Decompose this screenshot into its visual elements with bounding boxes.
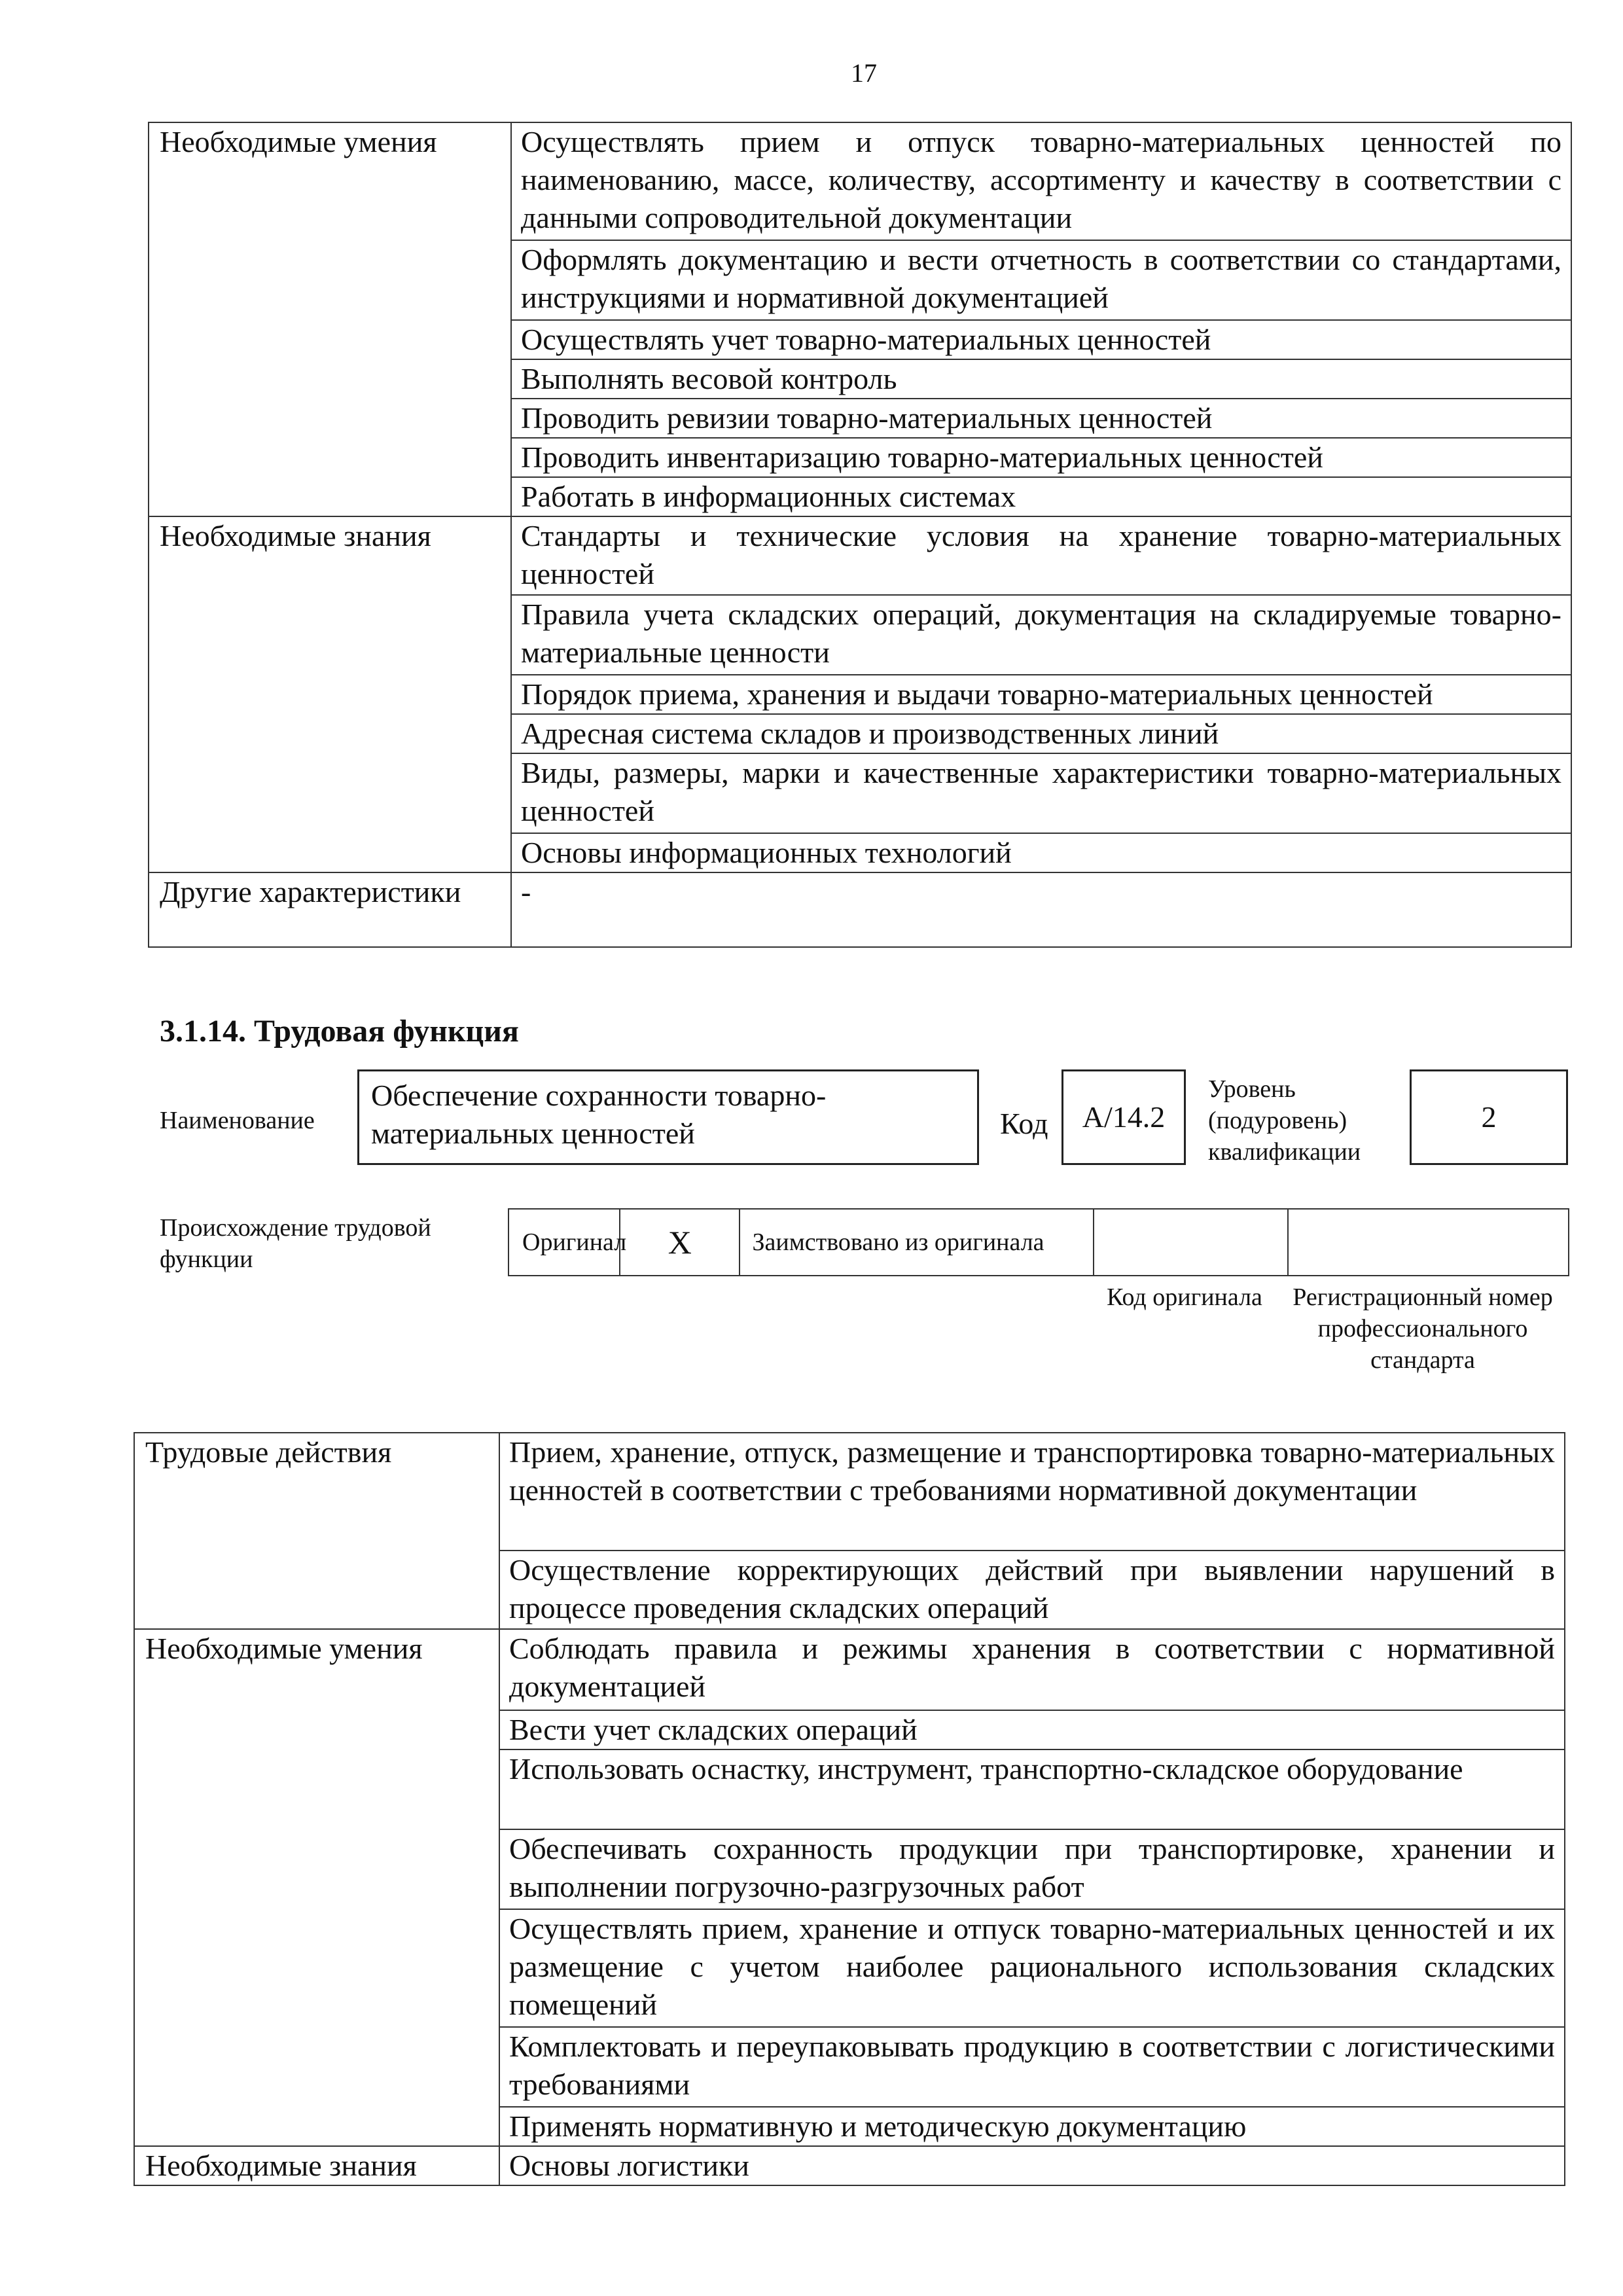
function-name-box	[357, 1069, 979, 1165]
borrowed-cell	[740, 1210, 1094, 1275]
original-cell	[509, 1210, 627, 1275]
table-row	[134, 1433, 1565, 1551]
function-name: Обеспечение сохранности товарно-материальных ценностей	[371, 1079, 827, 1150]
code-box	[1061, 1069, 1186, 1165]
table-cell: Соблюдать правила и режимы хранения в соответствии с нормативной документацией	[499, 1629, 1565, 1710]
row-label: Необходимые умения	[134, 1629, 499, 2146]
borrowed-label: Заимствовано из оригинала	[752, 1229, 1044, 1256]
code-value: А/14.2	[1082, 1100, 1166, 1134]
table-cell: Использовать оснастку, инструмент, транспортно-складское оборудование	[499, 1749, 1565, 1829]
labor-function-table	[134, 1432, 1565, 2186]
table-cell: Осуществлять прием и отпуск товарно-материальных ценностей по наименованию, массе, количеству, ассортименту и качеству в соответствии с данными сопроводительной документации	[511, 122, 1571, 240]
reg-number-cell	[1289, 1210, 1568, 1275]
section-heading: 3.1.14. Трудовая функция	[160, 1014, 519, 1049]
table-cell: Вести учет складских операций	[499, 1710, 1565, 1749]
name-label: Наименование	[160, 1107, 315, 1134]
origin-table	[508, 1208, 1569, 1276]
table-row	[134, 2146, 1565, 2185]
table-cell: Обеспечивать сохранность продукции при транспортировке, хранении и выполнении погрузочно-разгрузочных работ	[499, 1829, 1565, 1909]
original-mark-cell	[620, 1210, 740, 1275]
table-cell: Адресная система складов и производственных линий	[511, 714, 1571, 753]
level-value: 2	[1481, 1100, 1497, 1134]
table-cell: Применять нормативную и методическую документацию	[499, 2107, 1565, 2146]
page-number: 17	[851, 58, 877, 88]
table-cell: Прием, хранение, отпуск, размещение и транспортировка товарно-материальных ценностей в соответствии с требованиями нормативной документации	[499, 1433, 1565, 1551]
table-cell: Стандарты и технические условия на хранение товарно-материальных ценностей	[511, 516, 1571, 595]
table-cell: Оформлять документацию и вести отчетность в соответствии со стандартами, инструкциями и нормативной документацией	[511, 240, 1571, 320]
table-cell: -	[511, 872, 1571, 947]
table-cell: Основы информационных технологий	[511, 833, 1571, 872]
table-cell: Правила учета складских операций, документация на складируемые товарно-материальные ценности	[511, 595, 1571, 675]
table-cell: Осуществлять прием, хранение и отпуск товарно-материальных ценностей и их размещение с учетом наиболее рационального использования складских помещений	[499, 1909, 1565, 2027]
table-cell: Комплектовать и переупаковывать продукцию в соответствии с логистическими требованиями	[499, 2027, 1565, 2107]
level-box	[1410, 1069, 1568, 1165]
original-mark: X	[668, 1224, 692, 1261]
table-row	[149, 122, 1571, 240]
code-label: Код	[1000, 1107, 1048, 1140]
original-code-caption: Код оригинала	[1107, 1283, 1262, 1311]
table-row	[149, 516, 1571, 595]
row-label: Необходимые умения	[149, 122, 511, 516]
original-label: Оригинал	[522, 1229, 627, 1256]
table-cell: Осуществлять учет товарно-материальных ценностей	[511, 320, 1571, 359]
reg-number-caption: Регистрационный номер профессионального стандарта	[1293, 1283, 1553, 1374]
row-label: Трудовые действия	[134, 1433, 499, 1629]
level-label: Уровень (подуровень) квалификации	[1208, 1075, 1361, 1166]
row-label: Необходимые знания	[134, 2146, 499, 2185]
origin-label: Происхождение трудовой функции	[160, 1214, 431, 1273]
table-cell: Осуществление корректирующих действий при выявлении нарушений в процессе проведения складских операций	[499, 1551, 1565, 1629]
table-cell: Виды, размеры, марки и качественные характеристики товарно-материальных ценностей	[511, 753, 1571, 833]
table-continuation	[148, 122, 1572, 948]
row-label: Другие характеристики	[149, 872, 511, 947]
table-cell: Порядок приема, хранения и выдачи товарно-материальных ценностей	[511, 675, 1571, 714]
table-row	[149, 872, 1571, 947]
table-cell: Проводить ревизии товарно-материальных ценностей	[511, 399, 1571, 438]
table-cell: Работать в информационных системах	[511, 477, 1571, 516]
row-label: Необходимые знания	[149, 516, 511, 872]
table-row	[134, 1629, 1565, 1710]
table-cell: Выполнять весовой контроль	[511, 359, 1571, 399]
table-cell: Проводить инвентаризацию товарно-материальных ценностей	[511, 438, 1571, 477]
table-cell: Основы логистики	[499, 2146, 1565, 2185]
original-code-cell	[1094, 1210, 1289, 1275]
